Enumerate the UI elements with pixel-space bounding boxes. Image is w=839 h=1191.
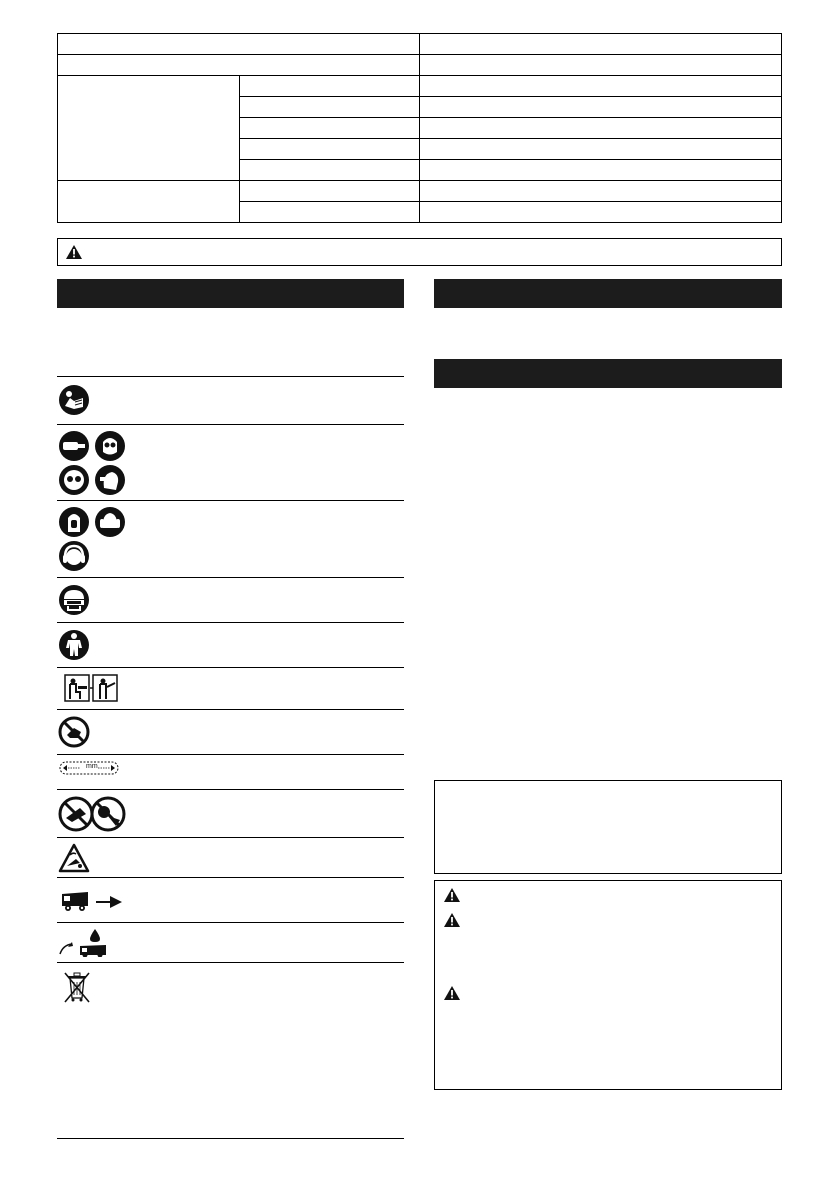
table-cell <box>240 202 420 223</box>
divider <box>57 376 404 377</box>
specification-table <box>57 33 782 223</box>
table-row <box>58 181 782 202</box>
table-cell <box>420 160 782 181</box>
section-heading-intended-use <box>434 279 782 308</box>
section-heading-symbols <box>57 279 404 308</box>
warning-box <box>434 880 782 1090</box>
notice-box <box>434 780 782 874</box>
helmet-icon <box>58 584 90 616</box>
warning-note <box>57 238 782 266</box>
table-cell <box>420 202 782 223</box>
divider <box>57 754 404 755</box>
ear-protection-icon <box>58 506 128 572</box>
divider <box>57 709 404 710</box>
warning-triangle-icon <box>443 887 461 903</box>
divider <box>57 1138 404 1139</box>
protective-clothing-icon <box>58 629 90 661</box>
chain-oil-icon <box>58 927 108 957</box>
table-row <box>58 76 782 97</box>
warning-triangle-icon <box>443 912 461 928</box>
table-cell <box>420 181 782 202</box>
table-cell <box>420 76 782 97</box>
no-tip-contact-kickback-icon <box>58 796 128 832</box>
table-cell <box>420 55 782 76</box>
divider <box>57 877 404 878</box>
divider <box>57 667 404 668</box>
table-cell <box>240 181 420 202</box>
section-heading-safety-warnings <box>434 359 782 388</box>
divider <box>57 577 404 578</box>
operator-position-icon <box>64 674 118 702</box>
guide-bar-length-icon <box>58 760 120 776</box>
table-cell <box>420 118 782 139</box>
table-cell <box>58 76 240 181</box>
divider <box>57 500 404 501</box>
divider <box>57 837 404 838</box>
warning-triangle-icon <box>443 985 461 1001</box>
chain-direction-icon <box>60 888 124 914</box>
no-one-hand-operation-icon <box>58 716 90 748</box>
table-cell <box>240 76 420 97</box>
table-cell <box>58 34 420 55</box>
table-cell <box>240 97 420 118</box>
table-row <box>58 34 782 55</box>
table-cell <box>240 118 420 139</box>
divider <box>57 424 404 425</box>
divider <box>57 962 404 963</box>
table-cell <box>240 160 420 181</box>
crossed-bin-icon <box>62 970 92 1004</box>
kickback-warning-icon <box>58 843 90 873</box>
table-cell <box>420 97 782 118</box>
table-cell <box>240 139 420 160</box>
table-row <box>58 55 782 76</box>
divider <box>57 622 404 623</box>
divider <box>57 789 404 790</box>
read-manual-icon <box>58 384 90 416</box>
warning-triangle-icon <box>65 244 83 260</box>
eye-protection-icon <box>58 430 128 496</box>
divider <box>57 922 404 923</box>
table-cell <box>58 55 420 76</box>
table-cell <box>420 139 782 160</box>
table-cell <box>420 34 782 55</box>
table-cell <box>58 181 240 223</box>
unit-label: mm <box>86 763 98 770</box>
